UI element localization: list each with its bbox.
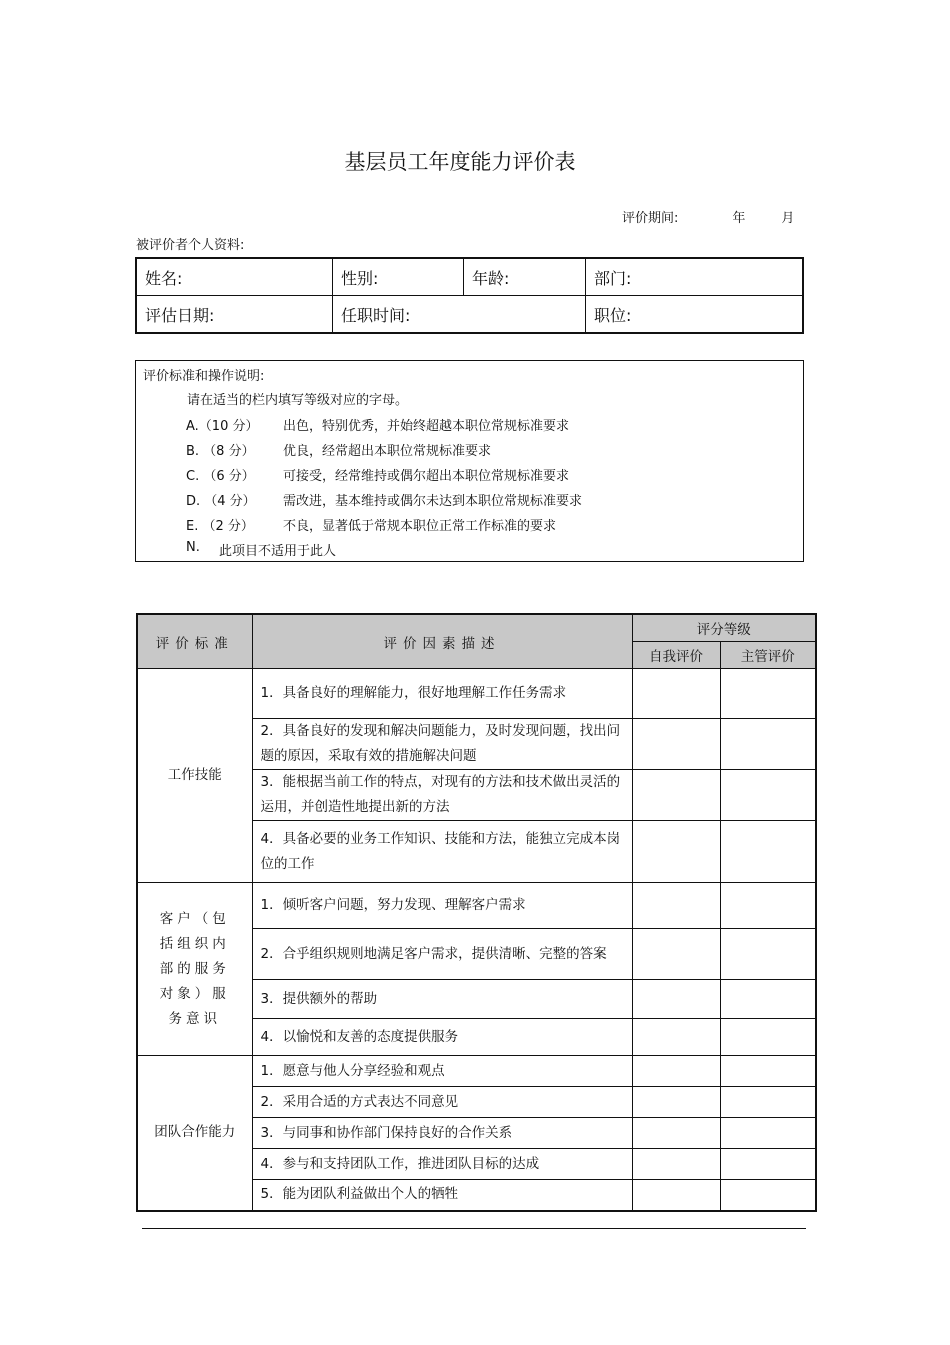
personal-info-table (135, 257, 804, 334)
grade-code: C. （6 分） (186, 469, 255, 484)
supervisor-score-cell[interactable] (720, 980, 816, 1019)
grade-code: N. (186, 540, 200, 555)
period-label: 评价期间: (622, 211, 679, 226)
grade-desc: 优良，经常超出本职位常规标准要求 (283, 444, 492, 459)
supervisor-score-cell[interactable] (720, 929, 816, 980)
self-score-cell[interactable] (632, 1180, 720, 1211)
instructions-intro: 请在适当的栏内填写等级对应的字母。 (187, 393, 409, 408)
eval-date-field[interactable]: 评估日期: (136, 296, 333, 334)
grade-desc: 出色，特别优秀，并始终超越本职位常规标准要求 (283, 419, 570, 434)
supervisor-score-cell[interactable] (720, 719, 816, 770)
self-score-cell[interactable] (632, 821, 720, 883)
self-score-cell[interactable] (632, 1019, 720, 1056)
header-criteria: 评价标准 (137, 614, 252, 669)
supervisor-score-cell[interactable] (720, 1056, 816, 1087)
supervisor-score-cell[interactable] (720, 770, 816, 821)
factor-description: 3．提供额外的帮助 (252, 980, 632, 1019)
header-rating: 评分等级 (632, 614, 816, 642)
instructions-heading: 评价标准和操作说明: (143, 369, 265, 384)
supervisor-score-cell[interactable] (720, 1118, 816, 1149)
grade-code: E. （2 分） (186, 519, 254, 534)
personal-info-label: 被评价者个人资料: (136, 238, 245, 253)
supervisor-score-cell[interactable] (720, 1180, 816, 1211)
supervisor-score-cell[interactable] (720, 669, 816, 719)
factor-description: 3．与同事和协作部门保持良好的合作关系 (252, 1118, 632, 1149)
self-score-cell[interactable] (632, 719, 720, 770)
grade-desc: 此项目不适用于此人 (219, 544, 337, 559)
grade-desc: 可接受，经常维持或偶尔超出本职位常规标准要求 (283, 469, 570, 484)
factor-description: 1．愿意与他人分享经验和观点 (252, 1056, 632, 1087)
self-score-cell[interactable] (632, 929, 720, 980)
page-title: 基层员工年度能力评价表 (344, 150, 576, 174)
department-field[interactable]: 部门: (586, 258, 804, 296)
factor-description: 4．参与和支持团队工作，推进团队目标的达成 (252, 1149, 632, 1180)
category-work-skills: 工作技能 (137, 669, 252, 883)
supervisor-score-cell[interactable] (720, 883, 816, 929)
factor-description: 4．具备必要的业务工作知识、技能和方法，能独立完成本岗位的工作 (252, 821, 632, 883)
self-score-cell[interactable] (632, 883, 720, 929)
factor-description: 4．以愉悦和友善的态度提供服务 (252, 1019, 632, 1056)
grade-code: D. （4 分） (186, 494, 256, 509)
factor-description: 3．能根据当前工作的特点，对现有的方法和技术做出灵活的运用，并创造性地提出新的方法 (252, 770, 632, 821)
self-score-cell[interactable] (632, 980, 720, 1019)
category-customer-service: 客户（包括组织内部的服务对象）服务意识 (137, 883, 252, 1056)
factor-description: 5．能为团队利益做出个人的牺牲 (252, 1180, 632, 1211)
grade-desc: 不良，显著低于常规本职位正常工作标准的要求 (283, 519, 557, 534)
instructions-box (135, 360, 804, 562)
age-field[interactable]: 年龄: (464, 258, 586, 296)
self-score-cell[interactable] (632, 1087, 720, 1118)
grade-code: A.（10 分） (186, 419, 259, 434)
evaluation-period (622, 207, 794, 226)
supervisor-score-cell[interactable] (720, 1019, 816, 1056)
header-self: 自我评价 (632, 642, 720, 669)
supervisor-score-cell[interactable] (720, 1087, 816, 1118)
category-teamwork: 团队合作能力 (137, 1056, 252, 1211)
self-score-cell[interactable] (632, 1149, 720, 1180)
position-field[interactable]: 职位: (586, 296, 804, 334)
tenure-field[interactable]: 任职时间: (333, 296, 586, 334)
supervisor-score-cell[interactable] (720, 1149, 816, 1180)
name-field[interactable]: 姓名: (136, 258, 333, 296)
grade-code: B. （8 分） (186, 444, 255, 459)
self-score-cell[interactable] (632, 1118, 720, 1149)
period-year: 年 (732, 211, 746, 226)
gender-field[interactable]: 性别: (333, 258, 464, 296)
grade-desc: 需改进，基本维持或偶尔未达到本职位常规标准要求 (283, 494, 583, 509)
factor-description: 1．具备良好的理解能力，很好地理解工作任务需求 (252, 669, 632, 719)
header-supervisor: 主管评价 (720, 642, 816, 669)
factor-description: 2．合乎组织规则地满足客户需求，提供清晰、完整的答案 (252, 929, 632, 980)
footer-divider (142, 1228, 806, 1229)
evaluation-table (136, 613, 817, 1212)
period-month: 月 (781, 211, 795, 226)
supervisor-score-cell[interactable] (720, 821, 816, 883)
factor-description: 2．具备良好的发现和解决问题能力，及时发现问题，找出问题的原因，采取有效的措施解决问题 (252, 719, 632, 770)
self-score-cell[interactable] (632, 1056, 720, 1087)
header-description: 评价因素描述 (252, 614, 632, 669)
self-score-cell[interactable] (632, 770, 720, 821)
factor-description: 2．采用合适的方式表达不同意见 (252, 1087, 632, 1118)
factor-description: 1．倾听客户问题，努力发现、理解客户需求 (252, 883, 632, 929)
self-score-cell[interactable] (632, 669, 720, 719)
